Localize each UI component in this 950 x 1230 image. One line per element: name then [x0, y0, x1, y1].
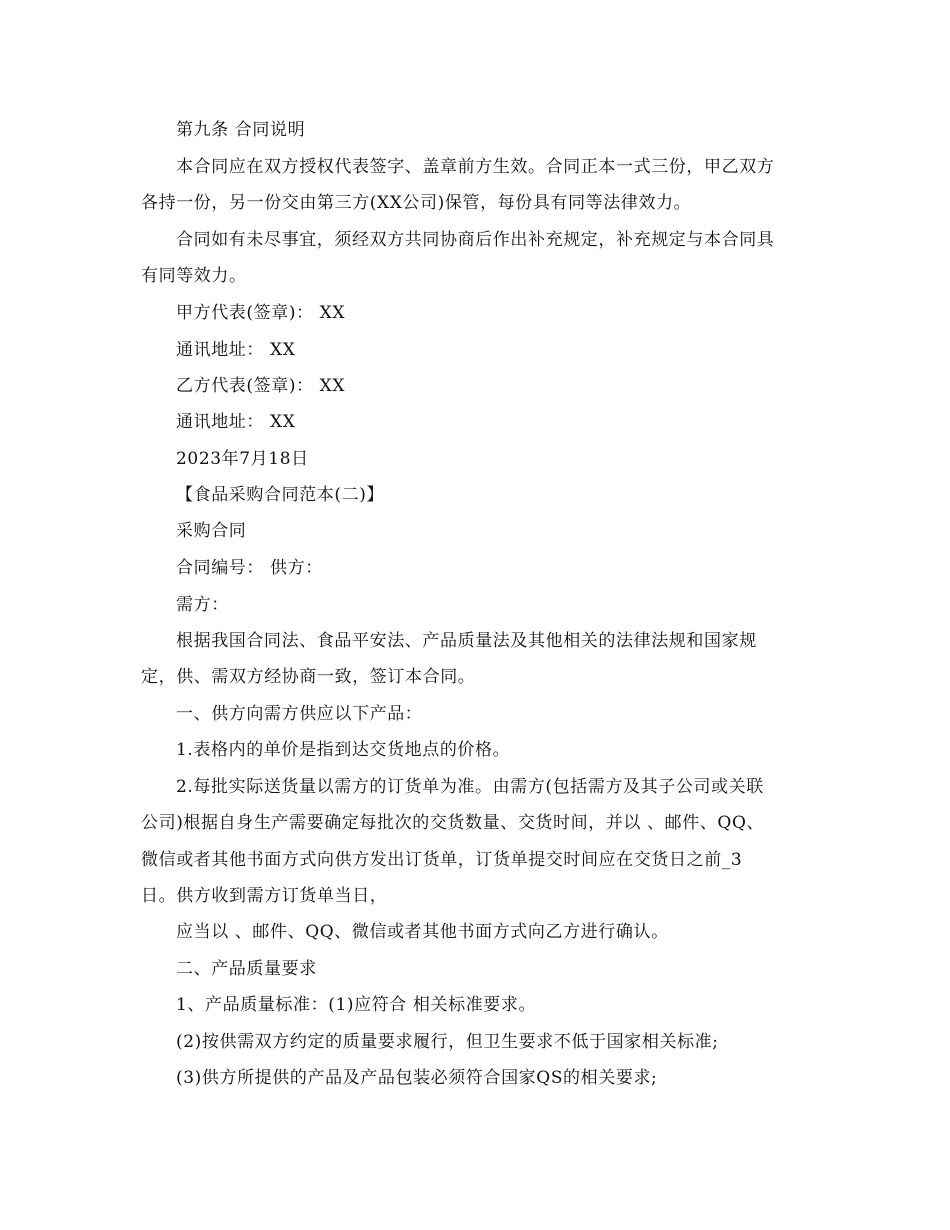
party-a-signature: 甲方代表(签章)： XX — [176, 303, 346, 323]
paragraph-line: 合同如有未尽事宜，须经双方共同协商后作出补充规定，补充规定与本合同具 — [176, 230, 775, 250]
paragraph-line: 各持一份，另一份交由第三方(XX公司)保管，每份具有同等法律效力。 — [141, 193, 692, 213]
paragraph-line: 日。供方收到需方订货单当日， — [141, 886, 388, 906]
contract-number-supplier: 合同编号： 供方： — [176, 558, 323, 578]
paragraph-line: 根据我国合同法、食品平安法、产品质量法及其他相关的法律法规和国家规 — [176, 631, 757, 651]
clause-item: 1、产品质量标准：(1)应符合 相关标准要求。 — [176, 995, 537, 1015]
article-heading: 第九条 合同说明 — [176, 120, 306, 140]
paragraph-line: 定，供、需双方经协商一致，签订本合同。 — [141, 667, 476, 687]
clause-heading: 二、产品质量要求 — [176, 959, 317, 979]
clause-item: (3)供方所提供的产品及产品包装必须符合国家QS的相关要求; — [176, 1068, 658, 1088]
section-title: 【食品采购合同范本(二)】 — [176, 485, 385, 505]
paragraph-line: 应当以 、邮件、QQ、微信或者其他书面方式向乙方进行确认。 — [176, 922, 669, 942]
paragraph-line: 本合同应在双方授权代表签字、盖章前方生效。合同正本一式三份，甲乙双方 — [176, 157, 775, 177]
paragraph-line: 微信或者其他书面方式向供方发出订货单，订货单提交时间应在交货日之前_3 — [141, 850, 743, 870]
buyer-label: 需方： — [176, 595, 229, 615]
party-a-address: 通讯地址： XX — [176, 340, 296, 360]
contract-title: 采购合同 — [176, 521, 247, 541]
clause-item: (2)按供需双方约定的质量要求履行，但卫生要求不低于国家相关标准; — [176, 1032, 719, 1052]
paragraph-line: 有同等效力。 — [141, 266, 247, 286]
party-b-signature: 乙方代表(签章)： XX — [176, 376, 346, 396]
document-date: 2023年7月18日 — [176, 449, 309, 469]
clause-item: 2.每批实际送货量以需方的订货单为准。由需方(包括需方及其子公司或关联 — [176, 777, 764, 797]
clause-item: 1.表格内的单价是指到达交货地点的价格。 — [176, 740, 511, 760]
paragraph-line: 公司)根据自身生产需要确定每批次的交货数量、交货时间，并以 、邮件、QQ、 — [141, 813, 765, 833]
party-b-address: 通讯地址： XX — [176, 412, 296, 432]
clause-heading: 一、供方向需方供应以下产品： — [176, 704, 423, 724]
